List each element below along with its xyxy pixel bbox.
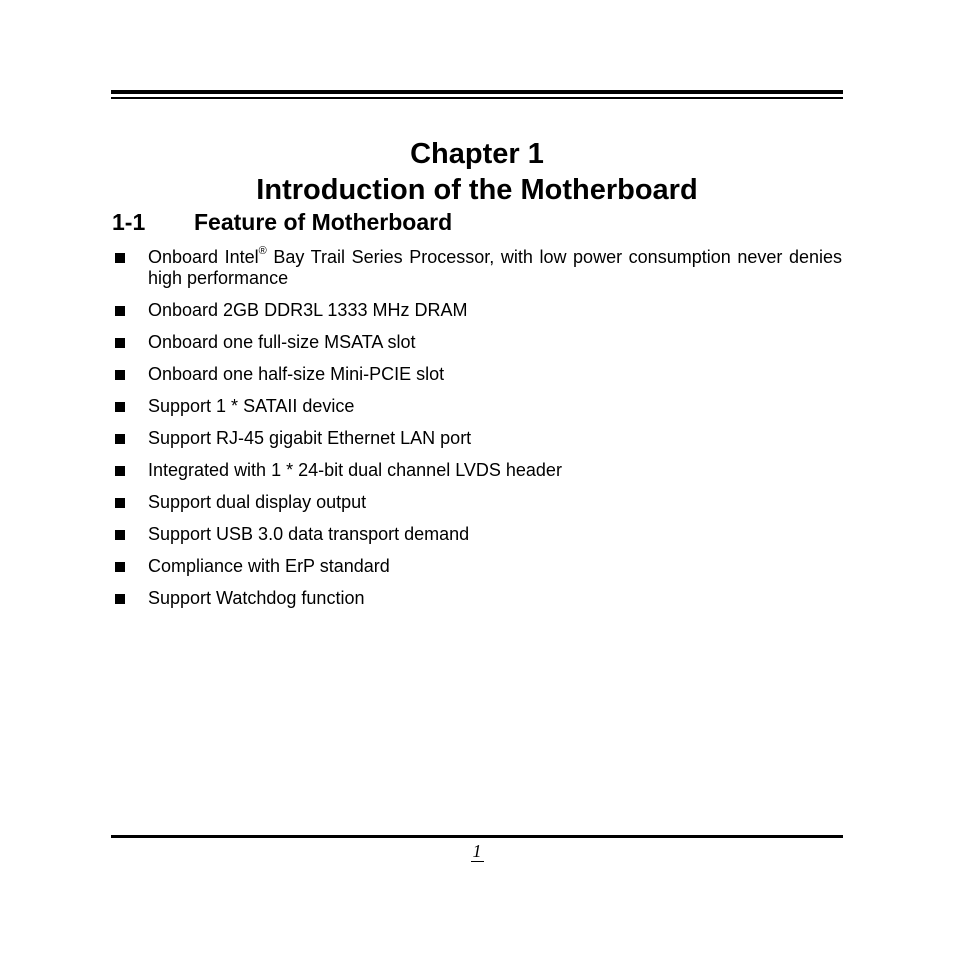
section-number: 1-1 bbox=[112, 209, 146, 235]
page-number-text: 1 bbox=[472, 841, 482, 861]
feature-text: Onboard one half-size Mini-PCIE slot bbox=[148, 364, 445, 384]
square-bullet-icon bbox=[115, 253, 125, 263]
feature-text: Integrated with 1 * 24-bit dual channel LVDS header bbox=[148, 460, 562, 480]
feature-item bbox=[112, 428, 842, 449]
feature-item bbox=[112, 332, 842, 353]
square-bullet-icon bbox=[115, 370, 125, 380]
square-bullet-icon bbox=[115, 434, 125, 444]
feature-list bbox=[112, 247, 842, 620]
square-bullet-icon bbox=[115, 338, 125, 348]
square-bullet-icon bbox=[115, 530, 125, 540]
feature-text: Onboard Intel bbox=[148, 247, 259, 267]
feature-item bbox=[112, 460, 842, 481]
feature-text: Onboard 2GB DDR3L 1333 MHz DRAM bbox=[148, 300, 468, 320]
feature-text: Support Watchdog function bbox=[148, 588, 365, 608]
footer-rule bbox=[111, 835, 843, 838]
registered-mark: ® bbox=[258, 245, 267, 257]
feature-item bbox=[112, 300, 842, 321]
header-rule-thick bbox=[111, 90, 843, 94]
feature-item bbox=[112, 396, 842, 417]
square-bullet-icon bbox=[115, 594, 125, 604]
square-bullet-icon bbox=[115, 498, 125, 508]
square-bullet-icon bbox=[115, 466, 125, 476]
header-rule-thin bbox=[111, 97, 843, 99]
feature-text: Support dual display output bbox=[148, 492, 367, 512]
feature-text: Support 1 * SATAII device bbox=[148, 396, 355, 416]
feature-text: Support RJ-45 gigabit Ethernet LAN port bbox=[148, 428, 472, 448]
section-heading bbox=[112, 207, 452, 237]
feature-item bbox=[112, 588, 842, 609]
chapter-number: Chapter 1 bbox=[410, 138, 544, 170]
feature-text: Bay Trail Series Processor, with low power consumption never denies high performance bbox=[148, 247, 842, 288]
section-title: Feature of Motherboard bbox=[194, 209, 453, 235]
page-number bbox=[0, 840, 954, 862]
feature-text: Support USB 3.0 data transport demand bbox=[148, 524, 470, 544]
square-bullet-icon bbox=[115, 562, 125, 572]
feature-item bbox=[112, 364, 842, 385]
square-bullet-icon bbox=[115, 402, 125, 412]
feature-item bbox=[112, 247, 842, 289]
feature-item bbox=[112, 492, 842, 513]
feature-item bbox=[112, 556, 842, 577]
feature-text: Onboard one full-size MSATA slot bbox=[148, 332, 416, 352]
feature-text: Compliance with ErP standard bbox=[148, 556, 390, 576]
square-bullet-icon bbox=[115, 306, 125, 316]
feature-item bbox=[112, 524, 842, 545]
chapter-title bbox=[0, 136, 954, 208]
chapter-name: Introduction of the Motherboard bbox=[256, 174, 698, 206]
